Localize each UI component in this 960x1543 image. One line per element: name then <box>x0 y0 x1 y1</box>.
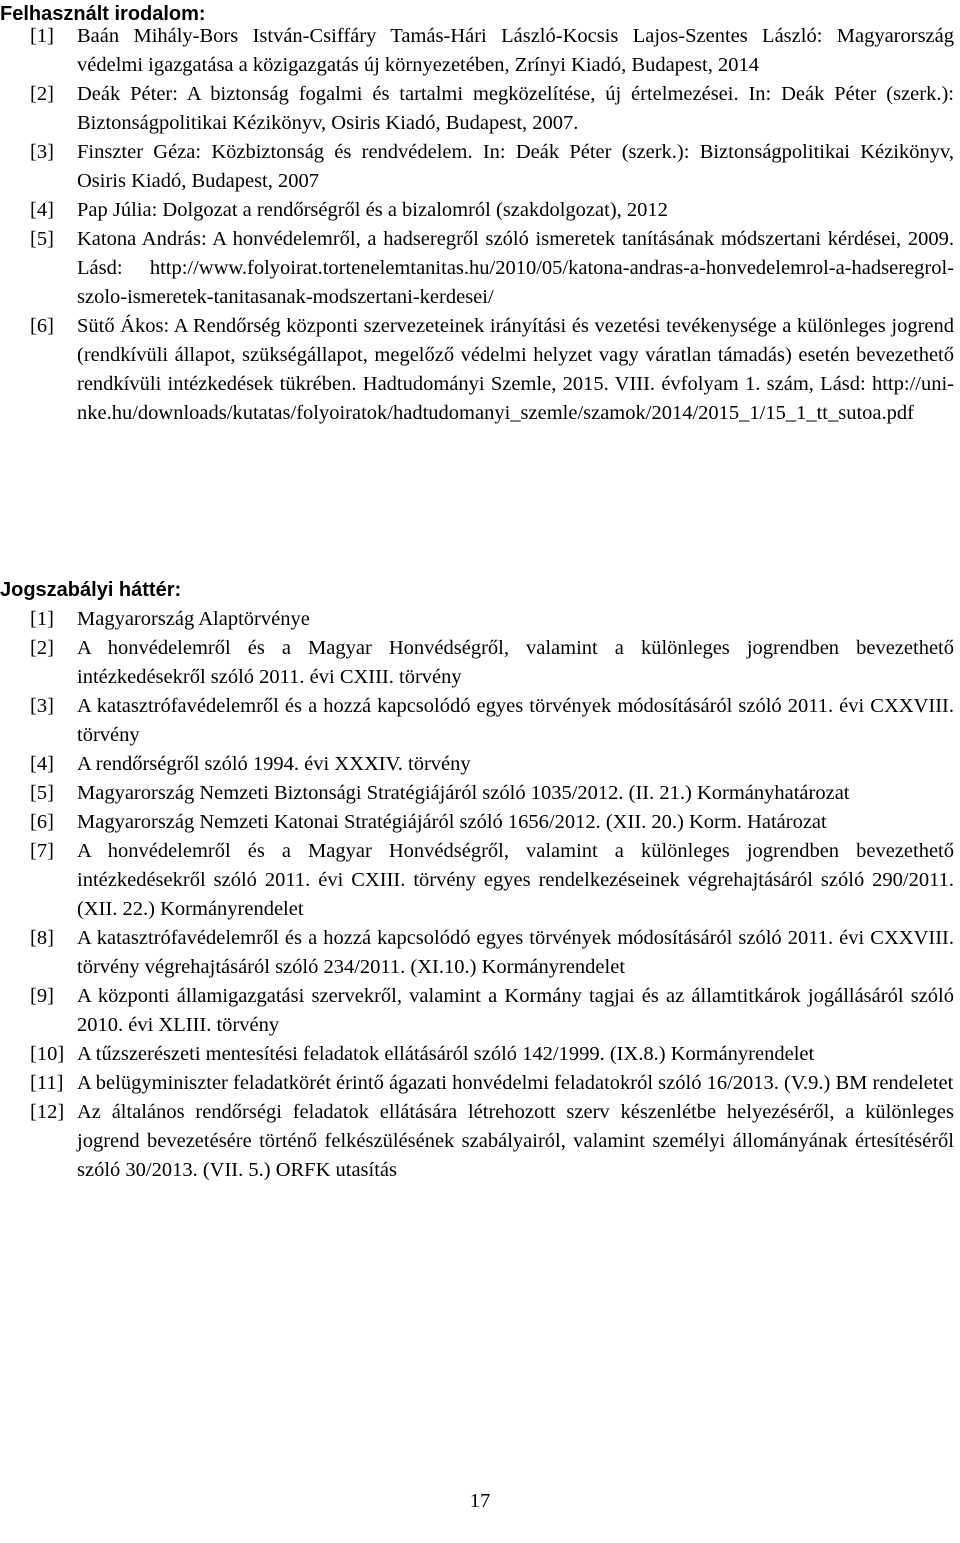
legal-text: Az általános rendőrségi feladatok ellátására létrehozott szerv készenlétbe helyezéséről, a különleges jogrend bevezetésére történő felkészülésének szabályairól, valamint személyi állományának értesítéséről szóló 30/2013. (VII. 5.) ORFK utasítás <box>77 1101 954 1181</box>
legal-item-11 <box>30 1069 954 1098</box>
reference-item-2 <box>30 80 954 138</box>
legal-item-1 <box>30 605 954 634</box>
legal-number: [1] <box>30 608 54 630</box>
legal-item-12 <box>30 1098 954 1185</box>
reference-text: Pap Júlia: Dolgozat a rendőrségről és a bizalomról (szakdolgozat), 2012 <box>77 199 668 221</box>
legal-item-7 <box>30 837 954 924</box>
reference-number: [5] <box>30 228 54 250</box>
reference-number: [6] <box>30 315 54 337</box>
reference-item-1 <box>30 22 954 80</box>
legal-item-10 <box>30 1040 954 1069</box>
legal-text: A katasztrófavédelemről és a hozzá kapcsolódó egyes törvények módosításáról szóló 2011. évi CXXVIII. törvény végrehajtásáról szóló 234/2011. (XI.10.) Kormányrendelet <box>77 927 954 978</box>
legal-number: [9] <box>30 985 54 1007</box>
legal-number: [6] <box>30 811 54 833</box>
legal-text: A honvédelemről és a Magyar Honvédségről, valamint a különleges jogrendben bevezethető intézkedésekről szóló 2011. évi CXIII. törvény egyes rendelkezéseinek végrehajtásáról szóló 290/2011. (XII. 22.) Kormányrendelet <box>77 840 954 920</box>
legal-item-4 <box>30 750 954 779</box>
legal-number: [2] <box>30 637 54 659</box>
reference-number: [3] <box>30 141 54 163</box>
legal-text: A központi államigazgatási szervekről, valamint a Kormány tagjai és az államtitkárok jogállásáról szóló 2010. évi XLIII. törvény <box>77 985 954 1036</box>
reference-text: Sütő Ákos: A Rendőrség központi szervezeteinek irányítási és vezetési tevékenysége a különleges jogrend (rendkívüli állapot, szükségállapot, megelőző védelmi helyzet vagy váratlan támadás) esetén bevezethető rendkívüli intézkedések tükrében. Hadtudományi Szemle, 2015. VIII. évfolyam 1. szám, Lásd: http://uni-nke.hu/downloads/kutatas/folyoiratok/hadtudomanyi_szemle/szamok/2014/2015_1/15_1_tt_sutoa.pdf <box>77 315 954 424</box>
reference-number: [4] <box>30 199 54 221</box>
legal-list <box>30 605 954 1185</box>
reference-item-3 <box>30 138 954 196</box>
legal-text: A tűzszerészeti mentesítési feladatok ellátásáról szóló 142/1999. (IX.8.) Kormányrendelet <box>77 1043 815 1065</box>
references-list <box>30 22 954 428</box>
legal-text: A belügyminiszter feladatkörét érintő ágazati honvédelmi feladatokról szóló 16/2013. (V.9.) BM rendeletet <box>77 1072 954 1094</box>
reference-item-5 <box>30 225 954 312</box>
legal-number: [10] <box>30 1043 65 1065</box>
legal-text: Magyarország Alaptörvénye <box>77 608 310 630</box>
legal-background-heading: Jogszabályi háttér: <box>0 579 182 601</box>
legal-text: Magyarország Nemzeti Biztonsági Stratégiájáról szóló 1035/2012. (II. 21.) Kormányhatározat <box>77 782 850 804</box>
reference-item-4 <box>30 196 954 225</box>
page-number: 17 <box>469 1490 491 1512</box>
legal-item-8 <box>30 924 954 982</box>
legal-number: [8] <box>30 927 54 949</box>
legal-text: A katasztrófavédelemről és a hozzá kapcsolódó egyes törvények módosításáról szóló 2011. évi CXXVIII. törvény <box>77 695 954 746</box>
legal-item-2 <box>30 634 954 692</box>
legal-item-5 <box>30 779 954 808</box>
reference-text: Baán Mihály-Bors István-Csiffáry Tamás-Hári László-Kocsis Lajos-Szentes László: Magyarország védelmi igazgatása a közigazgatás új környezetében, Zrínyi Kiadó, Budapest, 2014 <box>77 25 954 76</box>
legal-number: [3] <box>30 695 54 717</box>
reference-number: [1] <box>30 25 54 47</box>
legal-number: [4] <box>30 753 54 775</box>
reference-number: [2] <box>30 83 54 105</box>
legal-number: [5] <box>30 782 54 804</box>
legal-item-3 <box>30 692 954 750</box>
legal-number: [11] <box>30 1072 64 1094</box>
references-heading: Felhasznált irodalom: <box>0 3 206 25</box>
reference-text: Finszter Géza: Közbiztonság és rendvédelem. In: Deák Péter (szerk.): Biztonságpolitikai Kézikönyv, Osiris Kiadó, Budapest, 2007 <box>77 141 954 192</box>
legal-text: Magyarország Nemzeti Katonai Stratégiájáról szóló 1656/2012. (XII. 20.) Korm. Határozat <box>77 811 827 833</box>
legal-number: [12] <box>30 1101 65 1123</box>
legal-item-9 <box>30 982 954 1040</box>
reference-text: Katona András: A honvédelemről, a hadseregről szóló ismeretek tanításának módszertani kérdései, 2009. Lásd: http://www.folyoirat.tortenelemtanitas.hu/2010/05/katona-andras-a-honvedelemrol-a-hadseregrol-szolo-ismeretek-tanitasanak-modszertani-kerdesei/ <box>77 228 954 308</box>
reference-text: Deák Péter: A biztonság fogalmi és tartalmi megközelítése, új értelmezései. In: Deák Péter (szerk.): Biztonságpolitikai Kézikönyv, Osiris Kiadó, Budapest, 2007. <box>77 83 954 134</box>
legal-number: [7] <box>30 840 54 862</box>
reference-item-6 <box>30 312 954 428</box>
legal-text: A honvédelemről és a Magyar Honvédségről, valamint a különleges jogrendben bevezethető intézkedésekről szóló 2011. évi CXIII. törvény <box>77 637 954 688</box>
legal-item-6 <box>30 808 954 837</box>
legal-text: A rendőrségről szóló 1994. évi XXXIV. törvény <box>77 753 471 775</box>
